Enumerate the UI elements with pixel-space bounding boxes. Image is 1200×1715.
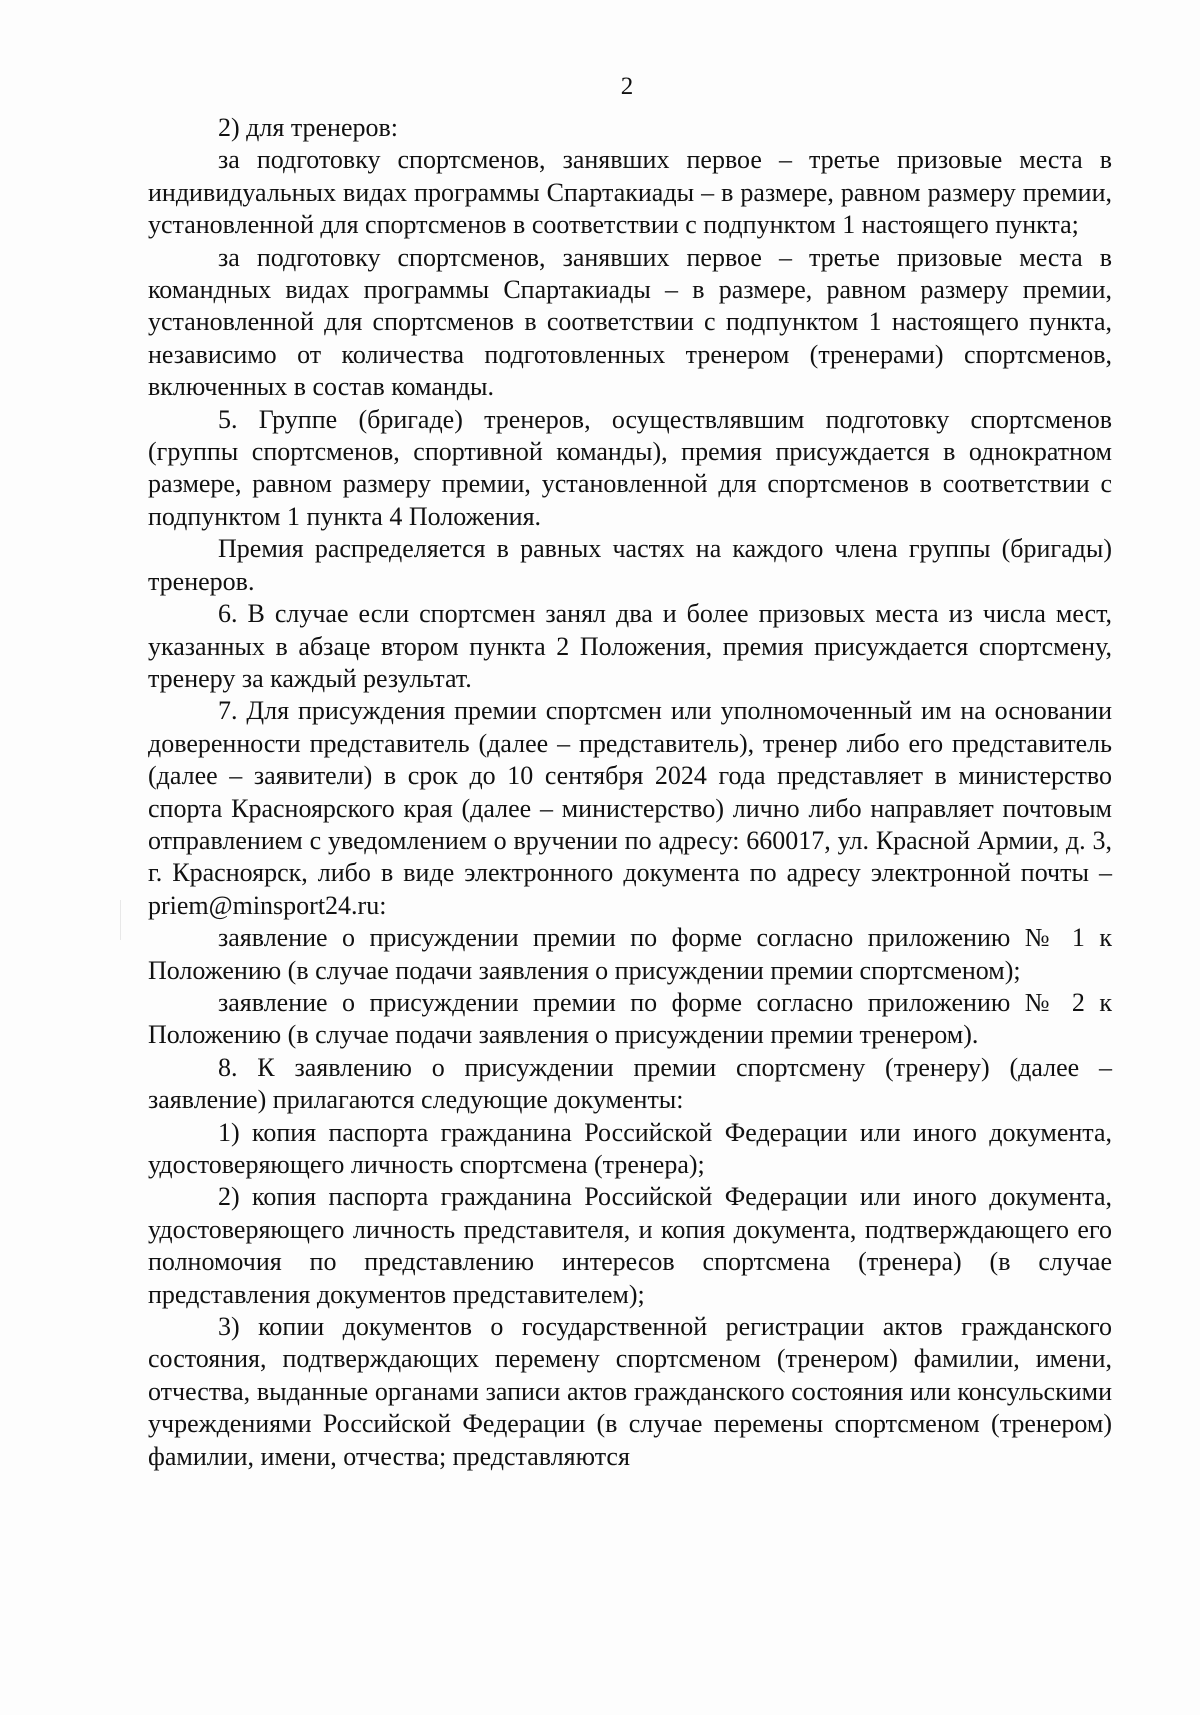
paragraph-item-7: 7. Для присуждения премии спортсмен или уполномоченный им на основании доверенности представитель (далее – представитель), тренер либо его представитель (далее – заявители) в срок до 10 сентября 2024 года представляет в министерство спорта Красноярского края (далее – министерство) лично либо направляет почтовым отправлением с уведомлением о вручении по адресу: 660017, ул. Красной Армии, д. 3, г. Красноярск, либо в виде электронного документа по адресу электронной почты – priem@minsport24.ru: xyxy=(148,696,1112,920)
list-item-3: 3) копии документов о государственной регистрации актов гражданского состояния, подтверждающих перемену спортсменом (тренером) фамилии, имени, отчества, выданные органами записи актов гражданского состояния или консульскими учреждениями Российской Федерации (в случае перемены спортсменом (тренером) фамилии, имени, отчества; представляются xyxy=(148,1312,1112,1471)
paragraph-item-6: 6. В случае если спортсмен занял два и более призовых места из числа мест, указанных в абзаце втором пункта 2 Положения, премия присуждается спортсмену, тренеру за каждый результат. xyxy=(148,599,1112,693)
paragraph-application-athlete: заявление о присуждении премии по форме согласно приложению № 1 к Положению (в случае подачи заявления о присуждении премии спортсменом); xyxy=(148,923,1112,985)
paragraph-item-8: 8. К заявлению о присуждении премии спортсмену (тренеру) (далее – заявление) прилагаются следующие документы: xyxy=(148,1052,1112,1115)
paragraph-item-5: 5. Группе (бригаде) тренеров, осуществлявшим подготовку спортсменов (группы спортсменов, спортивной команды), премия присуждается в однократном размере, равном размеру премии, установленной для спортсменов в соответствии с подпунктом 1 пункта 4 Положения. xyxy=(148,404,1112,531)
list-item-1: 1) копия паспорта гражданина Российской Федерации или иного документа, удостоверяющего личность спортсмена (тренера); xyxy=(148,1117,1112,1179)
paragraph-team-events: за подготовку спортсменов, занявших первое – третье призовые места в командных видах программы Спартакиады – в размере, равном размеру премии, установленной для спортсменов в соответствии с подпунктом 1 настоящего пункта, независимо от количества подготовленных тренером (тренерами) спортсменов, включенных в состав команды. xyxy=(148,242,1112,402)
paragraph-application-coach: заявление о присуждении премии по форме согласно приложению № 2 к Положению (в случае подачи заявления о присуждении премии тренером). xyxy=(148,987,1112,1050)
paragraph-coaches-heading: 2) для тренеров: xyxy=(218,113,398,142)
list-item-2: 2) копия паспорта гражданина Российской Федерации или иного документа, удостоверяющего личность представителя, и копия документа, подтверждающего его полномочия по представлению интересов спортсмена (тренера) (в случае представления документов представителем); xyxy=(148,1182,1112,1309)
document-body xyxy=(148,112,1112,1473)
paragraph-individual-events: за подготовку спортсменов, занявших первое – третье призовые места в индивидуальных видах программы Спартакиады – в размере, равном размеру премии, установленной для спортсменов в соответствии с подпунктом 1 настоящего пункта; xyxy=(148,145,1112,240)
paragraph-bonus-distribution: Премия распределяется в равных частях на каждого члена группы (бригады) тренеров. xyxy=(148,534,1112,596)
scan-artifact-line xyxy=(120,900,121,940)
page-number: 2 xyxy=(620,73,634,100)
